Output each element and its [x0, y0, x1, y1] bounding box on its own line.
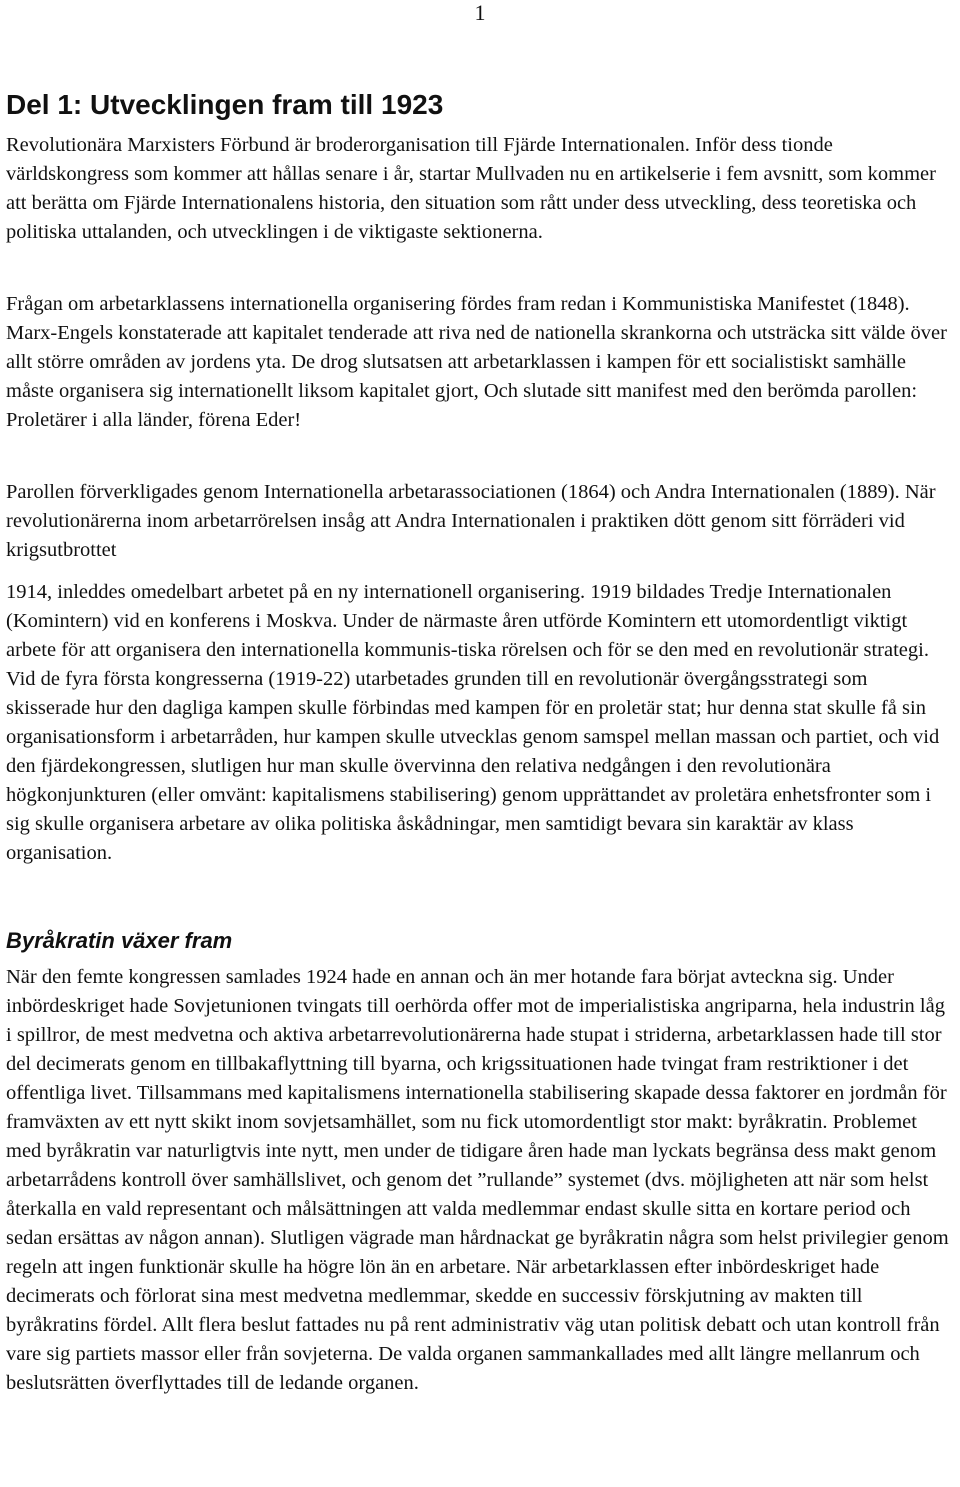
section-heading: Byråkratin växer fram: [6, 928, 233, 953]
paragraph-manifest: Frågan om arbetarklassens internationella organisering fördes fram redan i Kommunistiska Manifestet (1848). Marx-Engels konstaterade att kapitalet tenderade att riva ned de nationella skrankorna och utsträcka sitt välde över allt större områden av jordens yta. De drog slutsatsen att arbetarklassen i kampen för ett socialistiskt samhälle måste organisera sig internationellt liksom kapitalet gjort, Och slutade sitt manifest med den berömda parollen: Proletärer i alla länder, förena Eder!: [6, 293, 947, 431]
paragraph-byrakrati: När den femte kongressen samlades 1924 hade en annan och än mer hotande fara börjat avteckna sig. Under inbördeskriget hade Sovjetunionen tvingats till oerhörda offer mot de imperialistiska angriparna, hela industrin låg i spillror, de mest medvetna och aktiva arbetarrevolutionärerna hade stupat i striderna, arbetarklassen hade till stor del decimerats genom en tillbakaflyttning till byarna, och krigssituationen hade tvingat fram restriktioner i det offentliga livet. Tillsammans med kapitalismens internationella stabilisering skapade dessa faktorer en jordmån för framväxten av ett nytt skikt inom sovjetsamhället, som nu fick utomordentligt stor makt: byråkratin. Problemet med byråkratin var naturligtvis inte nytt, men under de tidigare åren hade man lyckats begränsa dess makt genom arbetarrådens kontroll över samhällslivet, och genom det ”rullande” systemet (dvs. möjligheten att när som helst återkalla en vald representant och målsättningen att valda medlemmar endast skulle sitta en kortare period och sedan ersättas av någon annan). Slutligen vägrade man hårdnackat ge byråkratin några som helst privilegier genom regeln att ingen funktionär skulle ha högre lön än en arbetare. När arbetarklassen efter inbördeskriget hade decimerats och förlorat sina mest medvetna medlemmar, skedde en successiv förskjutning av makten till byråkratins fördel. Allt flera beslut fattades nu på rent administrativ väg utan politisk debatt och utan kontroll från vare sig partiets massor eller från sovjeterna. De valda organen sammankallades med allt längre mellanrum och beslutsrätten överflyttades till de ledande organen.: [6, 966, 949, 1394]
paragraph-komintern: 1914, inleddes omedelbart arbetet på en ny internationell organisering. 1919 bildades Tredje Internationalen (Komintern) vid en konferens i Moskva. Under de närmaste åren utförde Komintern ett utomordentligt viktigt arbete för att organisera den internationella kommunis-tiska rörelsen och för se den med en revolutionär strategi. Vid de fyra första kongresserna (1919-22) utarbetades grunden till en revolutionär övergångsstrategi som skisserade hur den dagliga kampen skulle förbindas med kampen för en proletär stat; hur denna stat skulle få sin organisationsform i arbetarråden, hur kampen skulle utvecklas genom samspel mellan massan och partiet, och vid den fjärdekongressen, slutligen hur man skulle övervinna den relativa nedgången i den revolutionära högkonjunkturen (eller omvänt: kapitalismens stabilisering) genom upprättandet av proletära enhetsfronter som i sig skulle organisera arbetare av olika politiska åskådningar, men samtidigt bevara sin karaktär av klass organisation.: [6, 581, 940, 864]
paragraph-intro: Revolutionära Marxisters Förbund är broderorganisation till Fjärde Internationalen. Inför dess tionde världskongress som kommer att hållas senare i år, startar Mullvaden nu en artikelserie i fem avsnitt, som kommer att berätta om Fjärde Internationalens historia, den situation som rått under dess utveckling, dess teoretiska och politiska uttalanden, och utvecklingen i de viktigaste sektionerna.: [6, 134, 936, 243]
page-number: 1: [474, 0, 486, 25]
page-title: Del 1: Utvecklingen fram till 1923: [6, 89, 444, 120]
paragraph-internationals: Parollen förverkligades genom Internationella arbetarassociationen (1864) och Andra Internationalen (1889). När revolutionärerna inom arbetarrörelsen insåg att Andra Internationalen i praktiken dött genom sitt förräderi vid krigsutbrottet: [6, 481, 936, 561]
